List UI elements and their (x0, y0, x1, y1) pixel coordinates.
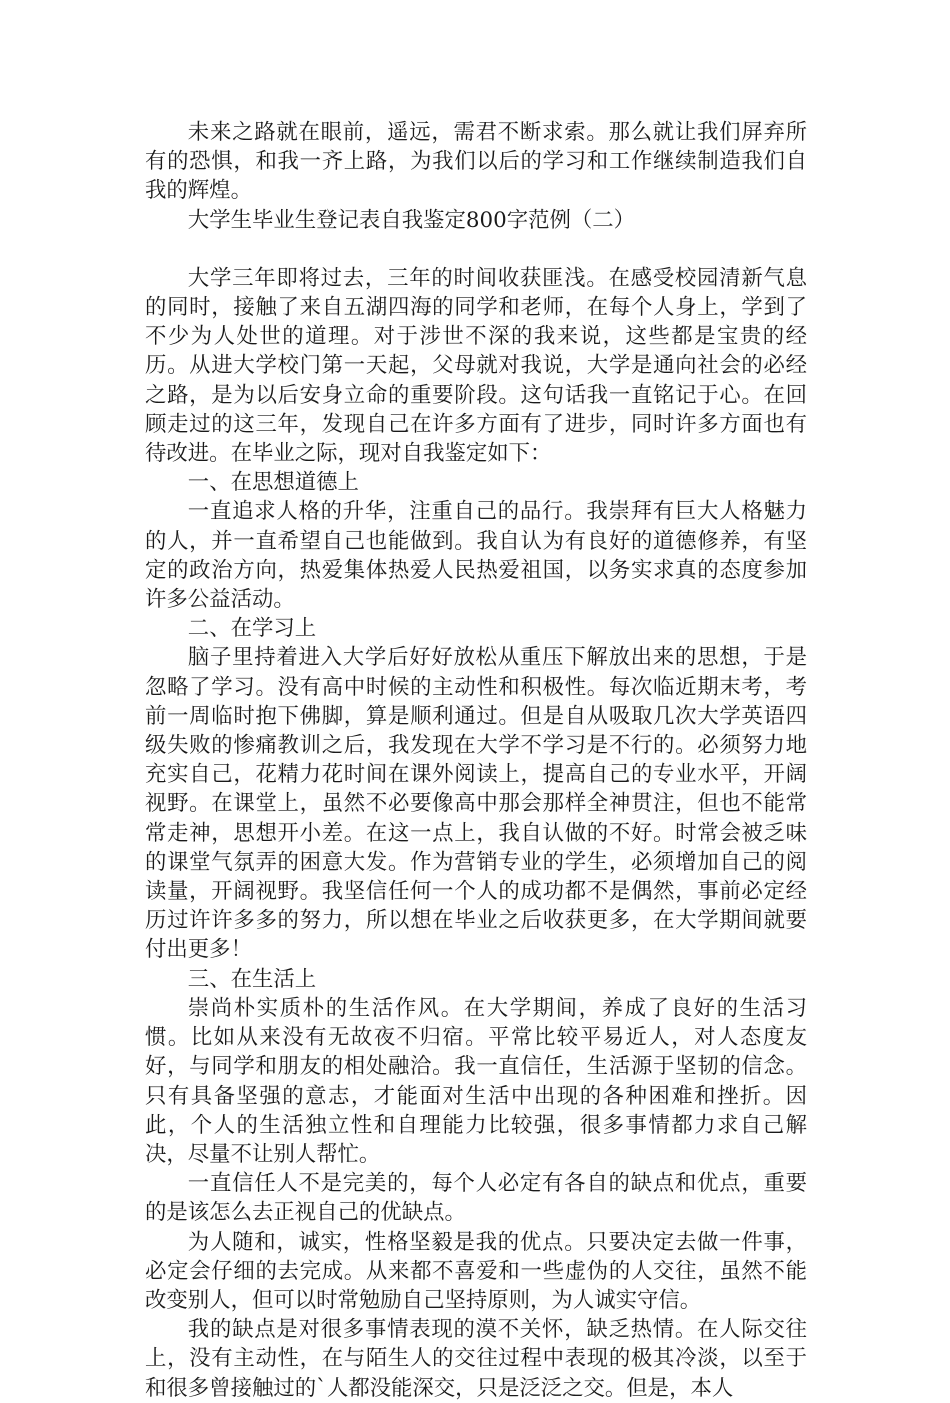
document-body (145, 118, 807, 1403)
section-heading-life: 三、在生活上 (187, 966, 317, 992)
closing-paragraph: 未来之路就在眼前，遥远，需君不断求索。那么就让我们屏弃所有的恐惧，和我一齐上路，为我们以后的学习和工作继续制造我们自我的辉煌。 (145, 120, 807, 204)
section-body-morality: 一直追求人格的升华，注重自己的品行。我崇拜有巨大人格魅力的人，并一直希望自己也能做到。我自认为有良好的道德修养，有坚定的政治方向，热爱集体热爱人民热爱祖国，以务实求真的态度参加许多公益活动。 (145, 499, 807, 613)
document-subtitle: 大学生毕业生登记表自我鉴定800字范例（二） (187, 207, 636, 233)
paragraph-weakness: 我的缺点是对很多事情表现的漠不关怀，缺乏热情。在人际交往上，没有主动性，在与陌生人的交往过程中表现的极其冷淡，以至于和很多曾接触过的`人都没能深交，只是泛泛之交。但是，本人 (145, 1317, 807, 1401)
section-heading-morality: 一、在思想道德上 (187, 470, 359, 496)
paragraph-strengths: 为人随和，诚实，性格坚毅是我的优点。只要决定去做一件事，必定会仔细的去完成。从来都不喜爱和一些虚伪的人交往，虽然不能改变别人，但可以时常勉励自己坚持原则，为人诚实守信。 (145, 1229, 807, 1313)
section-heading-study: 二、在学习上 (187, 616, 317, 642)
section-body-study: 脑子里持着进入大学后好好放松从重压下解放出来的思想，于是忽略了学习。没有高中时候的主动性和积极性。每次临近期末考，考前一周临时抱下佛脚，算是顺利通过。但是自从吸取几次大学英语四级失败的惨痛教训之后，我发现在大学不学习是不行的。必须努力地充实自己，花精力花时间在课外阅读上，提高自己的专业水平，开阔视野。在课堂上，虽然不必要像高中那会那样全神贯注，但也不能常常走神，思想开小差。在这一点上，我自认做的不好。时常会被乏味的课堂气氛弄的困意大发。作为营销专业的学生，必须增加自己的阅读量，开阔视野。我坚信任何一个人的成功都不是偶然，事前必定经历过许许多多的努力，所以想在毕业之后收获更多，在大学期间就要付出更多！ (145, 645, 807, 963)
section-body-life: 崇尚朴实质朴的生活作风。在大学期间，养成了良好的生活习惯。比如从来没有无故夜不归宿。平常比较平易近人，对人态度友好，与同学和朋友的相处融洽。我一直信任，生活源于坚韧的信念。只有具备坚强的意志，才能面对生活中出现的各种困难和挫折。因此，个人的生活独立性和自理能力比较强，很多事情都力求自己解决，尽量不让别人帮忙。 (145, 995, 807, 1167)
paragraph-flaws-intro: 一直信任人不是完美的，每个人必定有各自的缺点和优点，重要的是该怎么去正视自己的优缺点。 (145, 1171, 807, 1226)
intro-paragraph: 大学三年即将过去，三年的时间收获匪浅。在感受校园清新气息的同时，接触了来自五湖四海的同学和老师，在每个人身上，学到了不少为人处世的道理。对于涉世不深的我来说，这些都是宝贵的经历。从进大学校门第一天起，父母就对我说，大学是通向社会的必经之路，是为以后安身立命的重要阶段。这句话我一直铭记于心。在回顾走过的这三年，发现自己在许多方面有了进步，同时许多方面也有待改进。在毕业之际，现对自我鉴定如下： (145, 265, 807, 467)
blank-line (145, 235, 807, 264)
